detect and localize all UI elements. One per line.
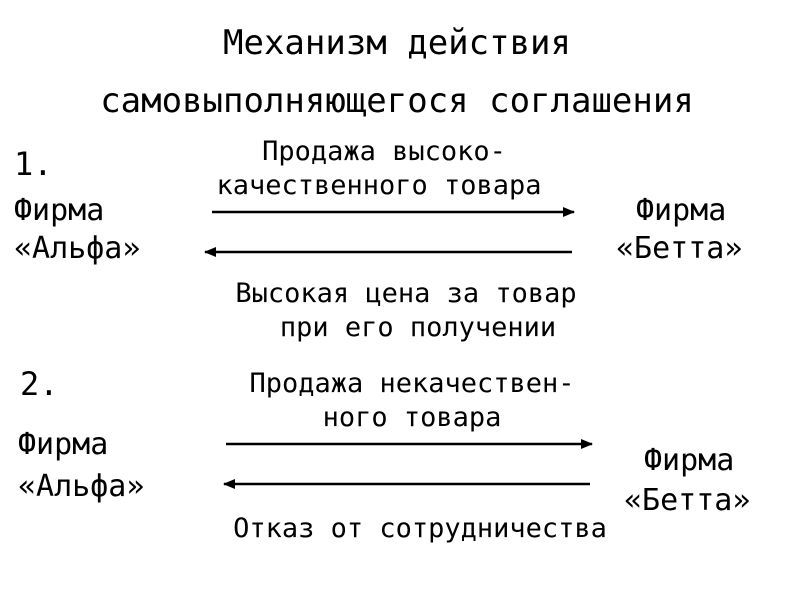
slide-title-line-1: Механизм действия (223, 23, 571, 63)
scenario-1-top-label-line-2: качественного товара (216, 170, 542, 201)
slide-title-line-2: самовыполняющегося соглашения (100, 81, 694, 121)
scenario-2-left-firm-line-2: «Альфа» (18, 469, 145, 504)
scenario-1-left-firm-line-2: «Альфа» (14, 231, 141, 266)
scenario-1-left-firm-line-1: Фирма (14, 193, 105, 228)
scenario-2-number: 2. (20, 365, 59, 403)
scenario-1-right-firm-line-2: «Бетта» (616, 231, 743, 266)
scenario-1-number: 1. (14, 145, 53, 183)
scenario-2-right-firm-line-2: «Бетта» (624, 483, 751, 518)
scenario-1-top-label-line-1: Продажа высоко- (262, 136, 506, 167)
scenario-1-right-firm-line-1: Фирма (636, 193, 727, 228)
scenario-2-bottom-label-line-1: Отказ от сотрудничества (233, 513, 607, 544)
scenario-2-top-label-line-2: ного товара (322, 402, 502, 433)
scenario-2-right-firm-line-1: Фирма (644, 443, 735, 478)
scenario-1-bottom-label-line-2: при его получении (279, 312, 557, 343)
scenario-2-top-label-line-1: Продажа некачествен- (249, 368, 575, 399)
scenario-1-bottom-label-line-1: Высокая цена за товар (235, 278, 577, 309)
scenario-2-left-firm-line-1: Фирма (18, 427, 109, 462)
